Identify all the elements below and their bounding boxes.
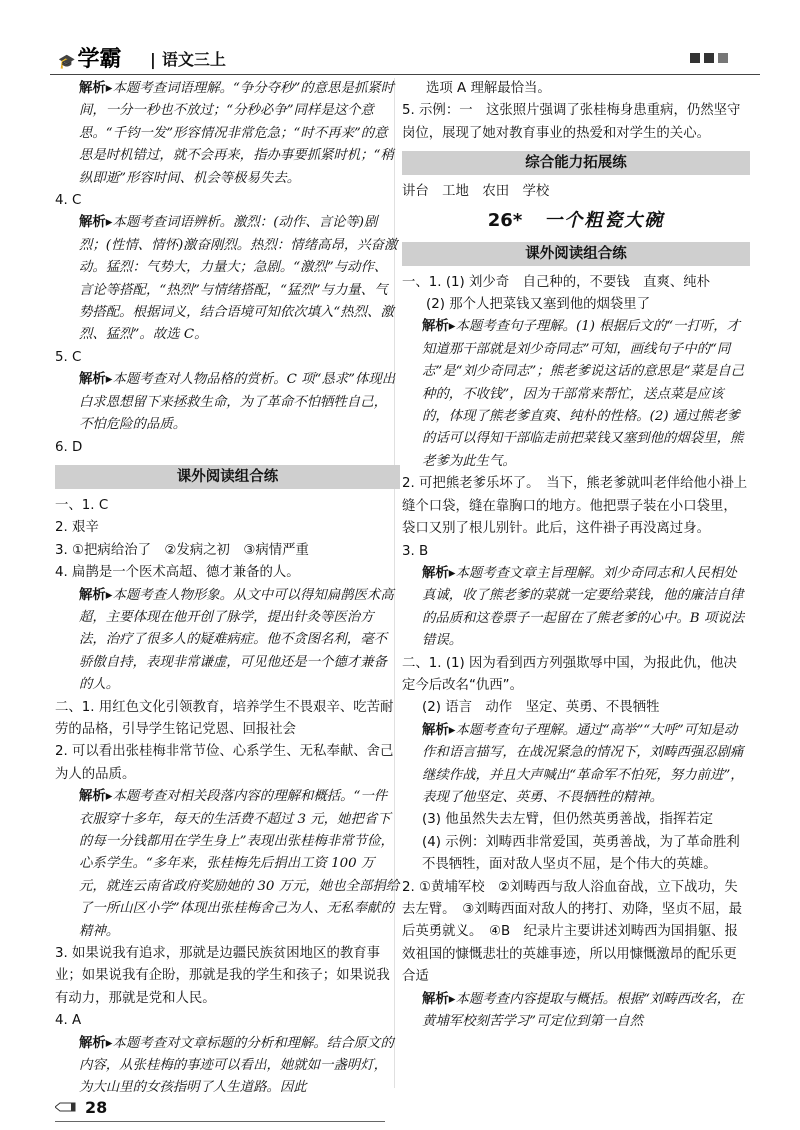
answer-item: 一、1. (1) 刘少奇 自己种的，不要钱 直爽、纯朴 [402, 274, 711, 290]
analysis-label: 解析▸ [79, 789, 113, 805]
answer-item: (2) 那个人把菜钱又塞到他的烟袋里了 [426, 297, 651, 313]
section-band: 课外阅读组合练 [402, 242, 750, 266]
analysis-text [402, 563, 750, 653]
analysis-body: 本题考查句子理解。(1) 根据后文的“一打听，才知道那干部就是刘少奇同志”可知，画线句子中的“同志”是“刘少奇同志”；熊老爹说这话的意思是“菜是自己种的，不收钱”，因为干部常来帮忙，送点菜是应该的，体现了熊老爹直爽、纯朴的性格。(2) 通过熊老爹的话可以得知干部临走前把菜钱又塞到他的烟袋里，熊老爹为此生气。 [422, 319, 744, 469]
subject-title: | 语文三上 [150, 50, 226, 69]
analysis-label: 解析▸ [79, 587, 113, 603]
section-band: 课外阅读组合练 [55, 465, 400, 489]
brand-logo [58, 42, 121, 73]
answer-item: (3) 他虽然失去左臂，但仍然英勇善战，指挥若定 [422, 812, 714, 828]
decor-square-icon [690, 53, 700, 63]
analysis-label: 解析▸ [79, 215, 113, 231]
analysis-body: 本题考查对人物品格的赏析。C 项“恳求”体现出白求恩想留下来拯救生命，为了革命不怕牺牲自己，不怕危险的品质。 [79, 372, 396, 433]
graduation-cap-icon: 🎓 [58, 54, 76, 70]
answer-item: 一、1. C [55, 497, 109, 513]
analysis-text [55, 369, 400, 436]
answer-item: 4. C [55, 193, 82, 209]
answer-item: 选项 A 理解最恰当。 [426, 81, 551, 96]
analysis-body: 本题考查文章主旨理解。刘少奇同志和人民相处真诚，收了熊老爹的菜就一定要给菜钱，他的廉洁自律的品质和这卷票子一起留在了熊老爹的心中。B 项说法错误。 [422, 565, 745, 649]
answer-item: 5. 示例：一 这张照片强调了张桂梅身患重病，仍然坚守岗位，展现了她对教育事业的热爱和对学生的关心。 [402, 103, 741, 141]
analysis-text [55, 212, 400, 346]
analysis-body: 本题考查人物形象。从文中可以得知扁鹊医术高超，主要体现在他开创了脉学，提出针灸等医治方法，治疗了很多人的疑难病症。他不贪图名利，毫不骄傲自持，表现非常谦虚，可见他还是一个德才兼备的人。 [79, 587, 394, 693]
left-column [55, 78, 400, 1100]
header-rule [50, 74, 760, 75]
page-number: 28 [85, 1098, 108, 1117]
answer-item: (2) 语言 动作 坚定、英勇、不畏牺牲 [422, 700, 660, 716]
lesson-heading [402, 206, 750, 236]
answer-item: 二、1. 用红色文化引领教育，培养学生不畏艰辛、吃苦耐劳的品格，引导学生铭记党恩、回报社会 [55, 699, 394, 737]
right-column [402, 78, 750, 1033]
decor-square-icon [704, 53, 714, 63]
answer-item: 4. 扁鹊是一个医术高超、德才兼备的人。 [55, 565, 300, 581]
answer-item: 2. 可以看出张桂梅非常节俭、心系学生、无私奉献、舍己为人的品质。 [55, 744, 394, 782]
analysis-label: 解析▸ [422, 991, 456, 1007]
analysis-text [402, 989, 750, 1034]
analysis-text [402, 720, 750, 810]
answer-item: 2. 可把熊老爹乐坏了。 当下，熊老爹就叫老伴给他小褂上缝个口袋，缝在靠胸口的地方。他把票子装在小口袋里，袋口又别了根儿别针。此后，这件褂子再没离过身。 [402, 476, 748, 537]
page-footer [55, 1098, 107, 1117]
answer-item: 4. A [55, 1013, 82, 1029]
analysis-body: 本题考查对相关段落内容的理解和概括。“一件衣服穿十多年，每天的生活费不超过 3 元，她把省下的每一分钱都用在学生身上”表现出张桂梅非常节俭，心系学生。“多年来，张桂梅先后捐出工资 100 万元，就连云南省政府奖励她的 30 万元，她也全部捐给了一所山区小学”体现出张桂梅舍己为人、无私奉献的精神。 [79, 789, 400, 939]
analysis-text [55, 585, 400, 697]
analysis-label: 解析▸ [79, 372, 113, 388]
analysis-body: 本题考查内容提取与概括。根据“刘畴西改名，在黄埔军校刻苦学习”可定位到第一自然 [422, 991, 744, 1030]
section-band: 综合能力拓展练 [402, 151, 750, 175]
footer-rule [55, 1121, 385, 1122]
brand-name: 学霸 [77, 46, 122, 72]
answer-item: 3. B [402, 543, 429, 559]
analysis-body: 本题考查对文章标题的分析和理解。结合原文的内容，从张桂梅的事迹可以看出，她就如一盏明灯，为大山里的女孩指明了人生道路。因此 [79, 1035, 394, 1096]
analysis-body: 本题考查词语理解。“争分夺秒”的意思是抓紧时间，一分一秒也不放过；“分秒必争”同样是这个意思。“千钧一发”形容情况非常危急；“时不再来”的意思是时机错过，就不会再来，指办事要抓紧时机；“稍纵即逝”形容时间、机会等极易失去。 [79, 81, 395, 186]
answer-item: 3. 如果说我有追求，那就是边疆民族贫困地区的教育事业；如果说我有企盼，那就是我的学生和孩子；如果说我有动力，那就是党和人民。 [55, 946, 390, 1006]
analysis-text [55, 1033, 400, 1100]
answer-item: 3. ①把病给治了 ②发病之初 ③病情严重 [55, 542, 309, 558]
answer-item: 2. 艰辛 [55, 520, 99, 536]
answer-item: 5. C [55, 349, 82, 365]
subject-label: 语文三上 [161, 50, 226, 69]
analysis-body: 本题考查句子理解。通过“高举”“大呼”可知是动作和语言描写，在战况紧急的情况下，刘畴西强忍剧痛继续作战，并且大声喊出“革命军不怕死，努力前进”，表现了他坚定、英勇、不畏牺牲的精神。 [422, 722, 744, 805]
lesson-number: 26* [487, 209, 523, 231]
page-header [50, 36, 760, 76]
analysis-label: 解析▸ [79, 1035, 113, 1051]
analysis-label: 解析▸ [422, 565, 456, 581]
analysis-label: 解析▸ [422, 722, 456, 738]
answer-item: 6. D [55, 439, 83, 455]
analysis-label: 解析▸ [422, 319, 456, 335]
lesson-title: 一个粗瓷大碗 [544, 209, 665, 231]
answer-item: (4) 示例：刘畴西非常爱国，英勇善战，为了革命胜利不畏牺牲，面对敌人坚贞不屈，是个伟大的英雄。 [422, 834, 740, 873]
analysis-text [402, 316, 750, 473]
analysis-text [55, 78, 400, 190]
decor-square-icon [718, 53, 728, 63]
analysis-body: 本题考查词语辨析。激烈：(动作、言论等)剧烈；(性情、情怀)激奋刚烈。热烈：情绪高昂，兴奋激动。猛烈：气势大，力量大；急剧。“激烈”与动作、言论等搭配，“热烈”与情绪搭配，“猛烈”与力量、气势搭配。根据词义，结合语境可知依次填入“热烈、激烈、猛烈”。故选 C。 [79, 215, 398, 343]
answer-item: 2. ①黄埔军校 ②刘畴西与敌人浴血奋战，立下战功，失去左臂。 ③刘畴西面对敌人的拷打、劝降，坚贞不屈，最后英勇就义。 ④B 纪录片主要讲述刘畴西为国捐躯、报效祖国的慷慨悲壮的英雄事迹，所以用慷慨激昂的配乐更合适 [402, 879, 743, 985]
answer-item: 二、1. (1) 因为看到西方列强欺辱中国，为报此仇，他决定今后改名“仇西”。 [402, 655, 737, 693]
analysis-text [55, 786, 400, 943]
answer-item: 讲台 工地 农田 学校 [402, 184, 550, 200]
analysis-label: 解析▸ [79, 81, 113, 96]
